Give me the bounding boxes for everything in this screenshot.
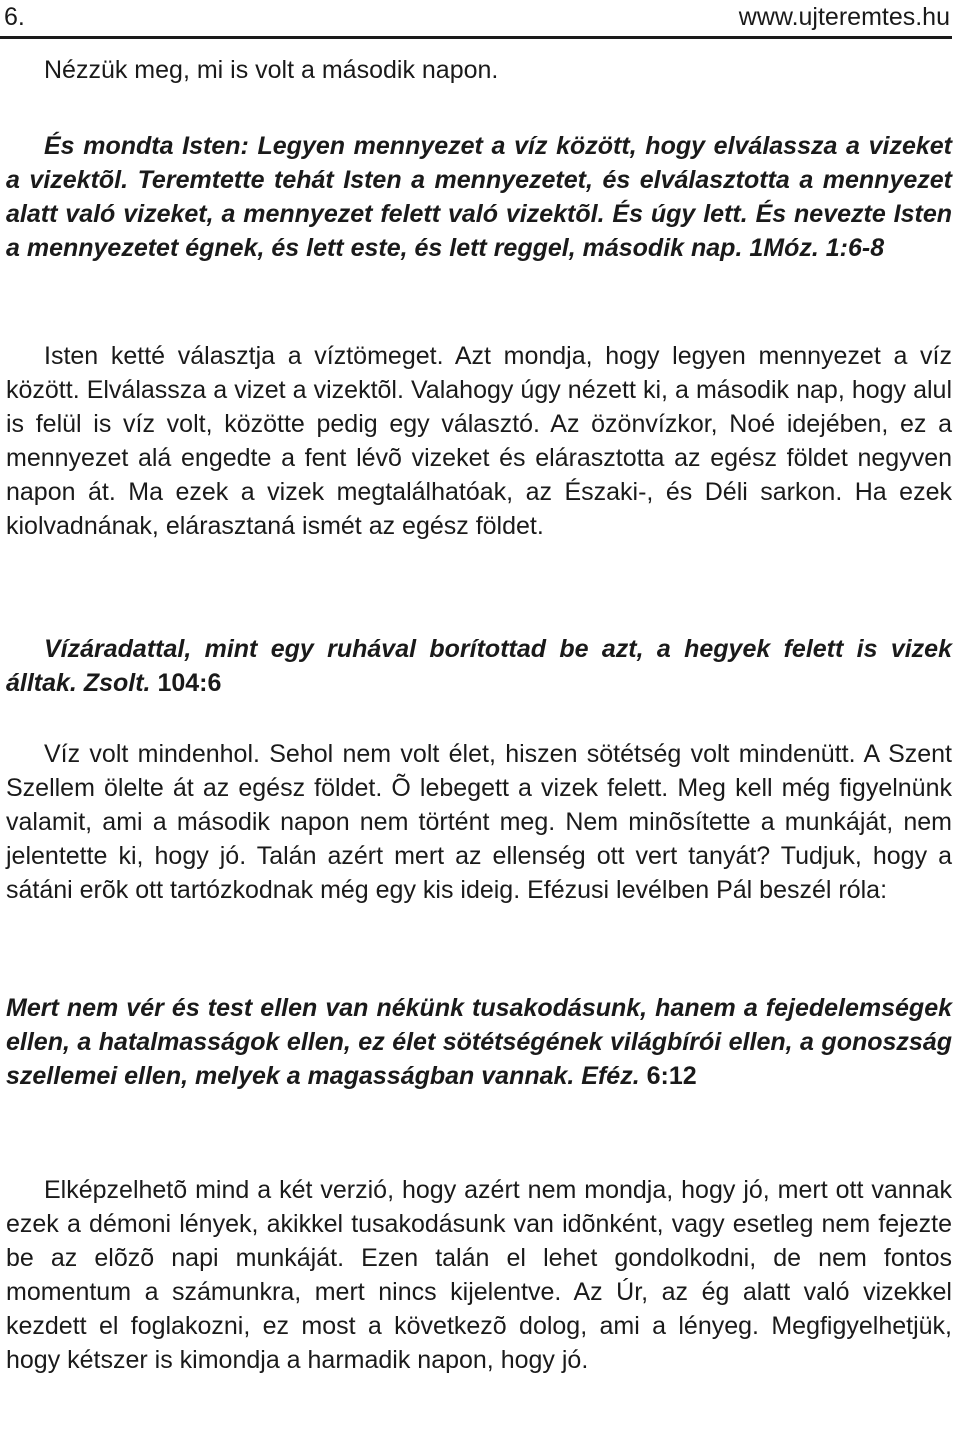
paragraph-3: Elképzelhetõ mind a két verzió, hogy azért nem mondja, hogy jó, mert ott vannak ezek a démoni lények, akikkel tusakodásunk van idõnként, vagy esetleg nem fejezte be az elõzõ napi munkáját. Ezen talán el lehet gondolkodni, de nem fontos momentum a számunkra, mert nincs kijelentve. Az Úr, az ég alatt való vizekkel kezdett el foglakozni, ez most a következõ dolog, ami a lényeg. Megfigyelhetjük, hogy kétszer is kimondja a harmadik napon, hogy jó. (6, 1176, 952, 1374)
ephesians-quote (6, 991, 952, 1093)
psalm-quote-ref: 104:6 (157, 669, 222, 697)
ephesians-quote-ref: 6:12 (646, 1062, 697, 1090)
site-url[interactable]: www.ujteremtes.hu (738, 3, 950, 31)
page-header (0, 0, 952, 39)
paragraph-1: Isten ketté választja a víztömeget. Azt mondja, hogy legyen mennyezet a víz között. Elválassza a vizet a vizektõl. Valahogy úgy nézett ki, a második nap, hogy alul is felül is víz volt, közötte pedig egy választó. Az özönvízkor, Noé idejében, ez a mennyezet alá engedte a fent lévõ vizeket és elárasztotta az egész földet negyven napon át. Ma ezek a vizek megtalálhatóak, az Északi-, és Déli sarkon. Ha ezek kiolvadnának, elárasztaná ismét az egész földet. (6, 342, 952, 540)
psalm-quote-text: Vízáradattal, mint egy ruhával borítottad be azt, a hegyek felett is vizek álltak. Zsolt. (6, 635, 952, 697)
genesis-quote-text: És mondta Isten: Legyen mennyezet a víz között, hogy elválassza a vizeket a vizektõl. Teremtette tehát Isten a mennyezetet, és elválasztotta a mennyezet alatt való vizeket, a mennyezet felett való vizektõl. És úgy lett. És nevezte Isten a mennyezetet égnek, és lett este, és lett reggel, második nap. 1Móz. (6, 132, 952, 262)
ephesians-quote-text: Mert nem vér és test ellen van nékünk tusakodásunk, hanem a fejedelemségek ellen, a hatalmasságok ellen, ez élet sötétségének világbírói ellen, a gonoszság szellemei ellen, melyek a magasságban vannak. Eféz. (6, 994, 952, 1090)
genesis-quote (6, 129, 952, 265)
genesis-quote-ref: 1:6-8 (825, 234, 885, 262)
intro-line: Nézzük meg, mi is volt a második napon. (44, 56, 499, 84)
psalm-quote (6, 632, 952, 700)
paragraph-2: Víz volt mindenhol. Sehol nem volt élet, hiszen sötétség volt mindenütt. A Szent Szellem ölelte át az egész földet. Õ lebegett a vizek felett. Meg kell még figyelnünk valamit, ami a második napon nem történt meg. Nem minõsítette a munkáját, nem jelentette ki, hogy jó. Talán azért mert az ellenség ott vert tanyát? Tudjuk, hogy a sátáni erõk ott tartózkodnak még egy kis ideig. Efézusi levélben Pál beszél róla: (6, 740, 952, 904)
page-number: 6. (4, 3, 25, 31)
